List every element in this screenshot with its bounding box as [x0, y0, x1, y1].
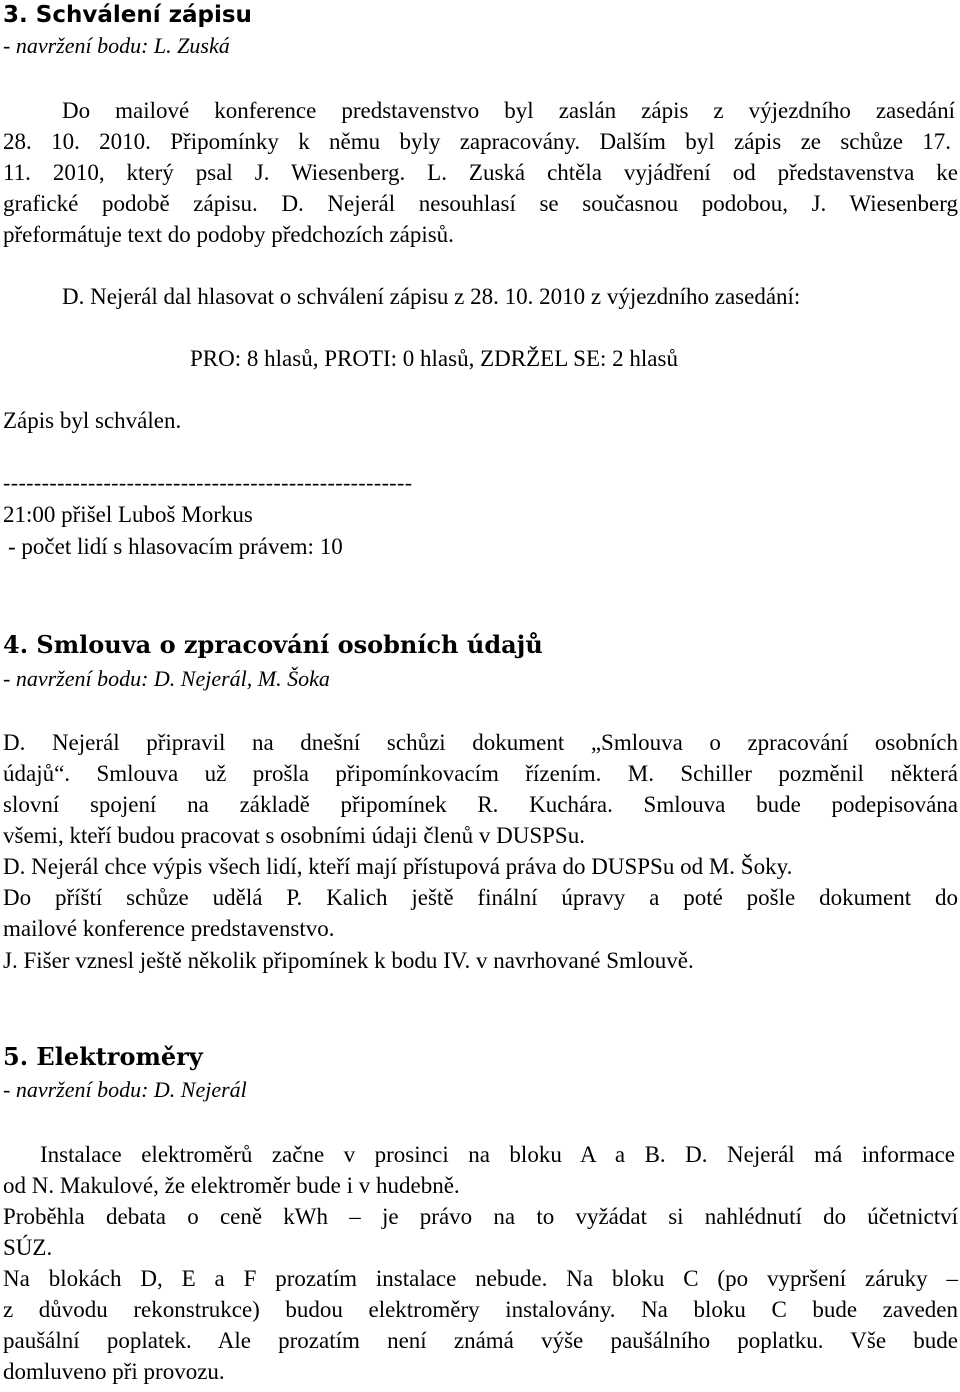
voter-count-note: - počet lidí s hlasovacím právem: 10	[8, 534, 343, 559]
vote-intro: D. Nejerál dal hlasovat o schválení zápisu z 28. 10. 2010 z výjezdního zasedání:	[62, 284, 801, 309]
section-5-proposer: - navržení bodu: D. Nejerál	[3, 1077, 247, 1102]
vote-pro-label: PRO	[190, 346, 235, 371]
paragraph-line: paušální poplatek. Ale prozatím není známá výše paušálního poplatku. Vše bude	[3, 1328, 958, 1353]
paragraph-line: Do mailové konference predstavenstvo byl zaslán zápis z výjezdního zasedání	[62, 98, 955, 123]
paragraph-line: D. Nejerál připravil na dnešní schůzi dokument „Smlouva o zpracování osobních	[3, 730, 958, 755]
paragraph-line: SÚZ.	[3, 1235, 53, 1260]
paragraph-line: přeformátuje text do podoby předchozích zápisů.	[3, 222, 454, 247]
paragraph-line: Proběhla debata o ceně kWh – je právo na to vyžádat si nahlédnutí do účetnictví	[3, 1204, 958, 1229]
vote-result-line	[190, 347, 678, 370]
vote-pro-value: : 8 hlasů,	[234, 346, 325, 371]
paragraph-line: slovní spojení na základě připomínek R. Kuchára. Smlouva bude podepisována	[3, 792, 958, 817]
paragraph-line: 28. 10. 2010. Připomínky k němu byly zapracovány. Dalším byl zápis ze schůze 17.	[3, 129, 951, 154]
paragraph-line: z důvodu rekonstrukce) budou elektroměry instalovány. Na bloku C bude zaveden	[3, 1297, 958, 1322]
paragraph-line: J. Fišer vznesl ještě několik připomínek k bodu IV. v navrhované Smlouvě.	[3, 948, 694, 973]
paragraph-line: 11. 2010, který psal J. Wiesenberg. L. Zuská chtěla vyjádření od představenstva ke	[3, 160, 958, 185]
approval-result: Zápis byl schválen.	[3, 408, 182, 433]
paragraph-line: všemi, kteří budou pracovat s osobními údaji členů v DUSPSu.	[3, 823, 585, 848]
vote-abstain-value: : 2 hlasů	[600, 346, 678, 371]
paragraph-line: Na blokách D, E a F prozatím instalace nebude. Na bloku C (po vypršení záruky –	[3, 1266, 958, 1291]
section-5-heading: 5. Elektroměry	[3, 1042, 203, 1071]
arrival-note: 21:00 přišel Luboš Morkus	[3, 502, 253, 527]
section-3-heading: 3. Schválení zápisu	[3, 2, 252, 28]
paragraph-line: Do příští schůze udělá P. Kalich ještě finální úpravy a poté pošle dokument do	[3, 885, 958, 910]
paragraph-line: grafické podobě zápisu. D. Nejerál nesouhlasí se současnou podobou, J. Wiesenberg	[3, 191, 958, 216]
separator-line: -----------------------------------------------------	[3, 470, 413, 495]
paragraph-line: mailové konference predstavenstvo.	[3, 916, 335, 941]
paragraph-line: od N. Makulové, že elektroměr bude i v hudebně.	[3, 1173, 460, 1198]
paragraph-line: domluveno při provozu.	[3, 1359, 225, 1384]
section-4-proposer: - navržení bodu: D. Nejerál, M. Šoka	[3, 666, 330, 691]
paragraph-line: údajů“. Smlouva už prošla připomínkovacím řízením. M. Schiller pozměnil některá	[3, 761, 958, 786]
section-4-heading: 4. Smlouva o zpracování osobních údajů	[3, 630, 543, 659]
vote-proti-label: PROTI	[324, 346, 391, 371]
vote-proti-value: : 0 hlasů,	[390, 346, 481, 371]
paragraph-line: D. Nejerál chce výpis všech lidí, kteří mají přístupová práva do DUSPSu od M. Šoky.	[3, 854, 793, 879]
section-3-proposer: - navržení bodu: L. Zuská	[3, 33, 230, 58]
paragraph-line: Instalace elektroměrů začne v prosinci na bloku A a B. D. Nejerál má informace	[40, 1142, 955, 1167]
vote-abstain-label: ZDRŽEL SE	[480, 346, 600, 371]
